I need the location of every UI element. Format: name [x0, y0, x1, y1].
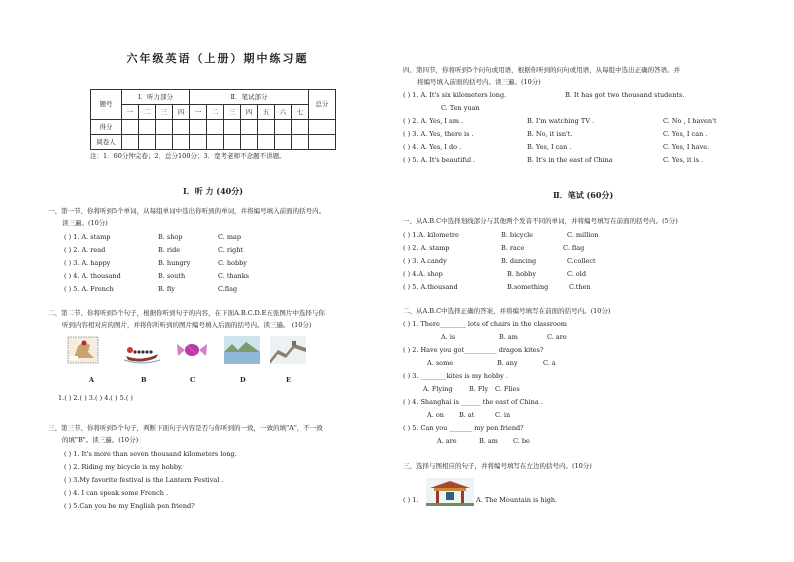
option-b: B. Fly: [469, 385, 489, 393]
option-a: ( ) 2. A. stamp: [403, 244, 450, 252]
grader-row-label: 阅卷人: [91, 135, 122, 150]
option-b: B. race: [501, 244, 525, 252]
score-cell[interactable]: [309, 120, 336, 135]
option-b: B. I'm watching TV .: [527, 117, 595, 125]
score-col: 四: [241, 105, 258, 120]
grader-cell[interactable]: [258, 135, 275, 150]
option-a: ( ) 5. A. It's beautiful .: [403, 156, 476, 164]
option-a: ( ) 1. A. It's six kilometers long.: [403, 91, 507, 99]
option-c: C. No , I haven't: [663, 117, 717, 125]
judge-item: ( ) 1. It's more than seven thousand kilometers long.: [64, 450, 237, 458]
option-a: ( ) 3. A. happy: [64, 259, 111, 267]
score-table-header-number: 题号: [91, 90, 122, 120]
option-b: B. It's in the east of China: [527, 156, 613, 164]
option-a: ( ) 4. A. thousand: [64, 272, 121, 280]
grader-cell[interactable]: [241, 135, 258, 150]
option-b: B. No, it isn't.: [527, 130, 573, 138]
score-cell[interactable]: [207, 120, 224, 135]
score-table-header-writing: Ⅱ．笔试部分: [190, 90, 309, 105]
option-b: B. It has got two thousand students.: [565, 91, 685, 99]
option-b: B. fly: [158, 285, 175, 293]
question: ( ) 3. ________kites is my hobby .: [403, 372, 508, 380]
picture-label: B: [141, 376, 147, 384]
great-wall-picture: [270, 336, 306, 364]
grader-cell[interactable]: [224, 135, 241, 150]
option-c: C. million: [567, 231, 599, 239]
lake-picture: [224, 336, 260, 364]
dragon-boat-picture: [124, 336, 160, 364]
option-b: B.something: [507, 283, 549, 291]
exam-title: 六年级英语（上册）期中练习题: [126, 52, 309, 65]
option-c: C. Yes, it is .: [663, 156, 704, 164]
question: ( ) 1. There________ lots of chairs in the classroom: [403, 320, 567, 328]
score-cell[interactable]: [292, 120, 309, 135]
section4-intro-2: 将编号填入前面的括号内。读三遍。(10分): [417, 78, 541, 86]
grader-cell[interactable]: [156, 135, 173, 150]
grader-cell[interactable]: [207, 135, 224, 150]
option-c: C. Yes, I can .: [663, 130, 708, 138]
score-cell[interactable]: [156, 120, 173, 135]
grader-cell[interactable]: [190, 135, 207, 150]
option-c: C. thanks: [218, 272, 250, 280]
option-b: B. any: [497, 359, 518, 367]
score-cell[interactable]: [139, 120, 156, 135]
option-a: A. are: [437, 437, 457, 445]
score-cell[interactable]: [173, 120, 190, 135]
writing-s3-intro: 三、选择与图相应的句子，并将编号填写在左边的括号内。(10分): [403, 462, 592, 470]
picture-item-text: A. The Mountain is high.: [476, 496, 558, 504]
option-c: C.flag: [218, 285, 238, 293]
judge-item: ( ) 4. I can speak some French .: [64, 489, 169, 497]
writing-heading: Ⅱ．笔试 (60分): [553, 190, 614, 200]
score-cell[interactable]: [258, 120, 275, 135]
exam-note: 注：1．60分钟完卷；2．总分100分；3．宽考老师不念题不讲题。: [90, 152, 286, 160]
answer-blanks[interactable]: 1.( ) 2.( ) 3.( ) 4.( ) 5.( ): [58, 394, 133, 402]
option-a: ( ) 1. A. stamp: [64, 233, 111, 241]
temple-picture: [426, 478, 474, 506]
option-b: B. am: [479, 437, 498, 445]
option-c: C. Yes, I have.: [663, 143, 710, 151]
listening-s3-intro-2: 的填"B"。读三遍。(10分): [62, 436, 139, 444]
option-c: C. map: [218, 233, 242, 241]
option-a: ( ) 2. A. Yes, I am .: [403, 117, 464, 125]
score-col: 二: [139, 105, 156, 120]
option-b: B. Yes, I can .: [527, 143, 572, 151]
option-b: B. hobby: [507, 270, 537, 278]
writing-s2-intro: 二、从A.B.C中选择正确的答案，并将编号填写在前面的括号内。(10分): [403, 307, 611, 315]
score-col: 一: [122, 105, 139, 120]
option-b: B. south: [158, 272, 186, 280]
picture-label: A: [89, 376, 95, 384]
judge-item: ( ) 3.My favorite festival is the Lantern Festival .: [64, 476, 224, 484]
score-cell[interactable]: [241, 120, 258, 135]
grader-cell[interactable]: [173, 135, 190, 150]
question: ( ) 2. Have you got__________ dragon kites?: [403, 346, 544, 354]
score-col: 二: [207, 105, 224, 120]
option-b: B. hungry: [158, 259, 191, 267]
option-a: A. is: [441, 333, 456, 341]
score-table-header-total: 总分: [309, 90, 336, 120]
picture-label: D: [240, 376, 246, 384]
option-a: ( ) 4. A. Yes, I do .: [403, 143, 462, 151]
option-b: B. at: [459, 411, 475, 419]
option-c: C. in: [495, 411, 511, 419]
option-c: C. flag: [563, 244, 585, 252]
score-table: [90, 89, 336, 150]
score-col: 一: [190, 105, 207, 120]
score-cell[interactable]: [190, 120, 207, 135]
option-a: ( ) 2. A. read: [64, 246, 106, 254]
grader-cell[interactable]: [309, 135, 336, 150]
option-c: C. Ten yuan: [441, 104, 480, 112]
score-col: 四: [173, 105, 190, 120]
option-a: ( ) 3. A. Yes, there is .: [403, 130, 474, 138]
section4-intro: 四、第四节，你将听到5个问句或用语，根据你听到的问句或用语，从每组中选出正确的答语。并: [403, 66, 681, 74]
grader-cell[interactable]: [292, 135, 309, 150]
listening-s3-intro: 三、第三节、你将听到5个句子，判断下面句子内容是否与你听到的一致，一致的填"A"，不一致: [48, 424, 323, 432]
option-b: B. am: [499, 333, 518, 341]
listening-s1-intro: 一、第一节、你将听到5个单词，从每组单词中选出你听到的单词，并将编号填入前面的括号内。: [48, 207, 326, 215]
option-c: C. are: [547, 333, 567, 341]
option-a: ( ) 5. A. French: [64, 285, 114, 293]
option-c: C.collect: [567, 257, 596, 265]
score-cell[interactable]: [275, 120, 292, 135]
option-b: B. shop: [158, 233, 183, 241]
option-c: C. a: [543, 359, 556, 367]
score-col: 六: [275, 105, 292, 120]
option-c: C.then: [569, 283, 591, 291]
picture-label: C: [190, 376, 196, 384]
option-a: ( ) 4.A. shop: [403, 270, 443, 278]
score-col: 五: [258, 105, 275, 120]
option-c: C. Flies: [495, 385, 520, 393]
option-b: B. dancing: [501, 257, 537, 265]
grader-cell[interactable]: [139, 135, 156, 150]
option-b: B. bicycle: [501, 231, 534, 239]
score-cell[interactable]: [224, 120, 241, 135]
listening-s2-intro-2: 听到内容相对应的图片，并将你所听到的图片编号填入后面的括号内。读三遍。 (10分): [62, 321, 312, 329]
question: ( ) 5. Can you _______ my pen friend?: [403, 424, 524, 432]
option-c: C. right: [218, 246, 244, 254]
listening-heading: Ⅰ．听 力 (40分): [183, 186, 244, 196]
score-row-label: 得分: [91, 120, 122, 135]
picture-item-prefix: ( ) 1.: [403, 496, 419, 504]
grader-cell[interactable]: [275, 135, 292, 150]
score-cell[interactable]: [122, 120, 139, 135]
option-c: C. old: [567, 270, 587, 278]
option-a: ( ) 3. A.candy: [403, 257, 447, 265]
listening-s1-intro-2: 读三遍。(10分): [62, 219, 108, 227]
option-a: A. some: [427, 359, 454, 367]
option-c: C. hobby: [218, 259, 247, 267]
listening-s2-intro: 二、第二节、你将听到5个句子，根据你听到句子的内容，在下面A.B.C.D.E五张图片中选择与你: [48, 309, 325, 317]
option-a: A. on: [427, 411, 444, 419]
judge-item: ( ) 5.Can you be my English pen friend?: [64, 502, 195, 510]
picture-label: E: [286, 376, 291, 384]
option-c: C. be: [513, 437, 530, 445]
score-col: 三: [156, 105, 173, 120]
score-col: 七: [292, 105, 309, 120]
option-a: ( ) 1.A. kilometre: [403, 231, 459, 239]
writing-s1-intro: 一、从A.B.C中选择划线部分与其他两个发音不同的单词，并将编号填写在前面的括号内。(5分): [403, 217, 678, 225]
option-a: A. Flying: [423, 385, 453, 393]
score-table-header-listening: Ⅰ．听力部分: [122, 90, 190, 105]
question: ( ) 4. Shanghai is ______ the east of China .: [403, 398, 543, 406]
option-b: B. ride: [158, 246, 181, 254]
option-a: ( ) 5. A.thousand: [403, 283, 458, 291]
score-col: 三: [224, 105, 241, 120]
candy-picture: [174, 336, 210, 364]
stamp-picture: [66, 336, 102, 364]
judge-item: ( ) 2. Riding my bicycle is my hobby.: [64, 463, 183, 471]
grader-cell[interactable]: [122, 135, 139, 150]
